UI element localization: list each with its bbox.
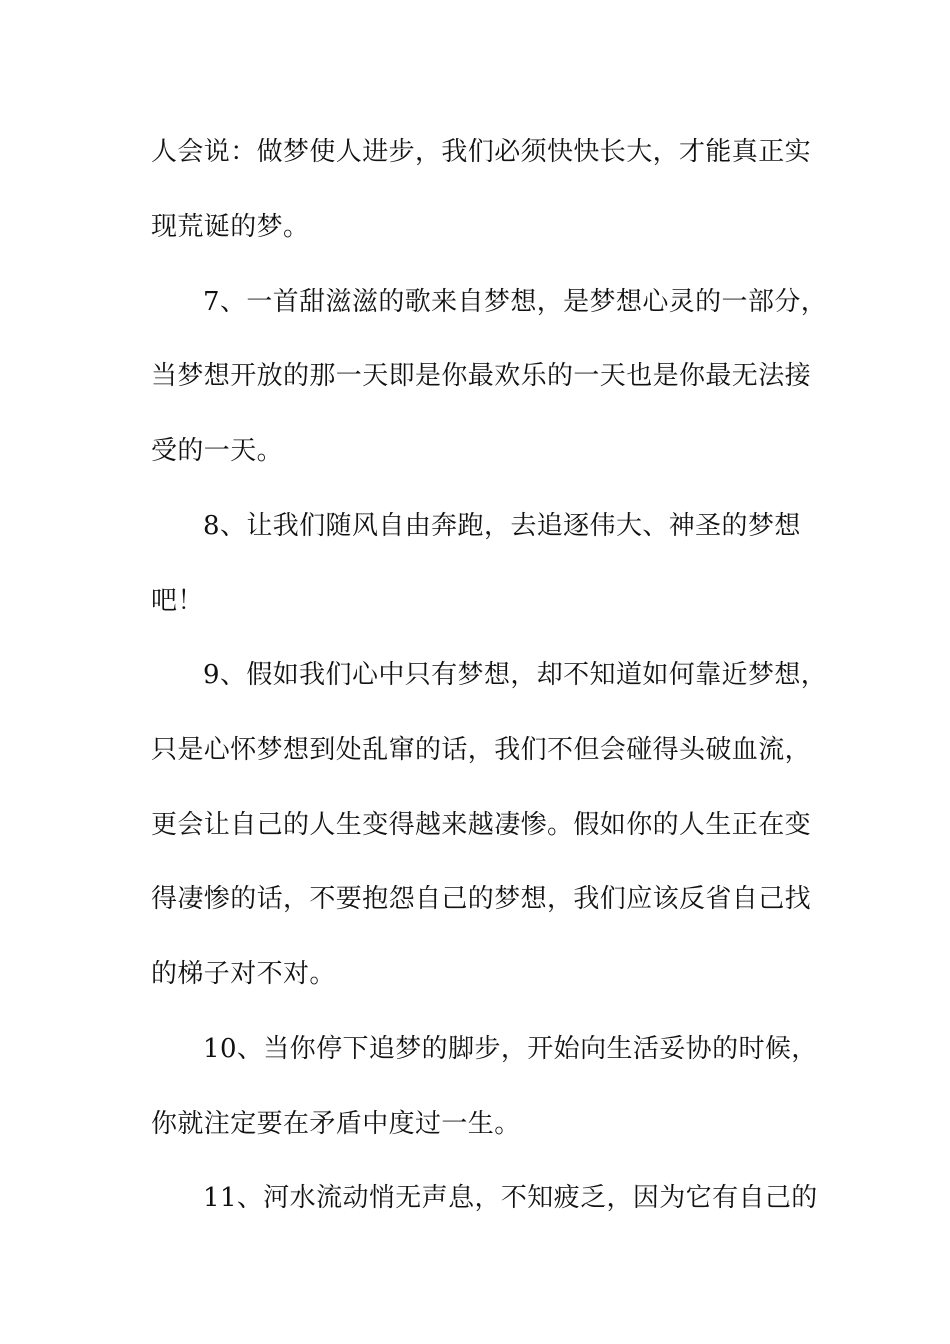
paragraph-9-start: 9、假如我们心中只有梦想，却不知道如何靠近梦想， (203, 660, 828, 690)
text-line: 当梦想开放的那一天即是你最欢乐的一天也是你最无法接 (151, 361, 812, 391)
paragraph-11-start: 11、河水流动悄无声息，不知疲乏，因为它有自己的 (203, 1183, 818, 1213)
text-line: 吧！ (151, 586, 204, 616)
text-line: 你就注定要在矛盾中度过一生。 (151, 1109, 521, 1139)
paragraph-8-start: 8、让我们随风自由奔跑，去追逐伟大、神圣的梦想 (203, 511, 801, 541)
text-line: 得凄惨的话，不要抱怨自己的梦想，我们应该反省自己找 (151, 884, 812, 914)
text-line: 只是心怀梦想到处乱窜的话，我们不但会碰得头破血流， (151, 735, 812, 765)
text-line: 现荒诞的梦。 (151, 212, 310, 242)
text-line: 的梯子对不对。 (151, 959, 336, 989)
paragraph-10-start: 10、当你停下追梦的脚步，开始向生活妥协的时候， (203, 1034, 818, 1064)
text-line: 受的一天。 (151, 436, 284, 466)
paragraph-7-start: 7、一首甜滋滋的歌来自梦想，是梦想心灵的一部分， (203, 287, 828, 317)
text-line: 更会让自己的人生变得越来越凄惨。假如你的人生正在变 (151, 810, 812, 840)
text-line: 人会说：做梦使人进步，我们必须快快长大，才能真正实 (151, 137, 812, 167)
